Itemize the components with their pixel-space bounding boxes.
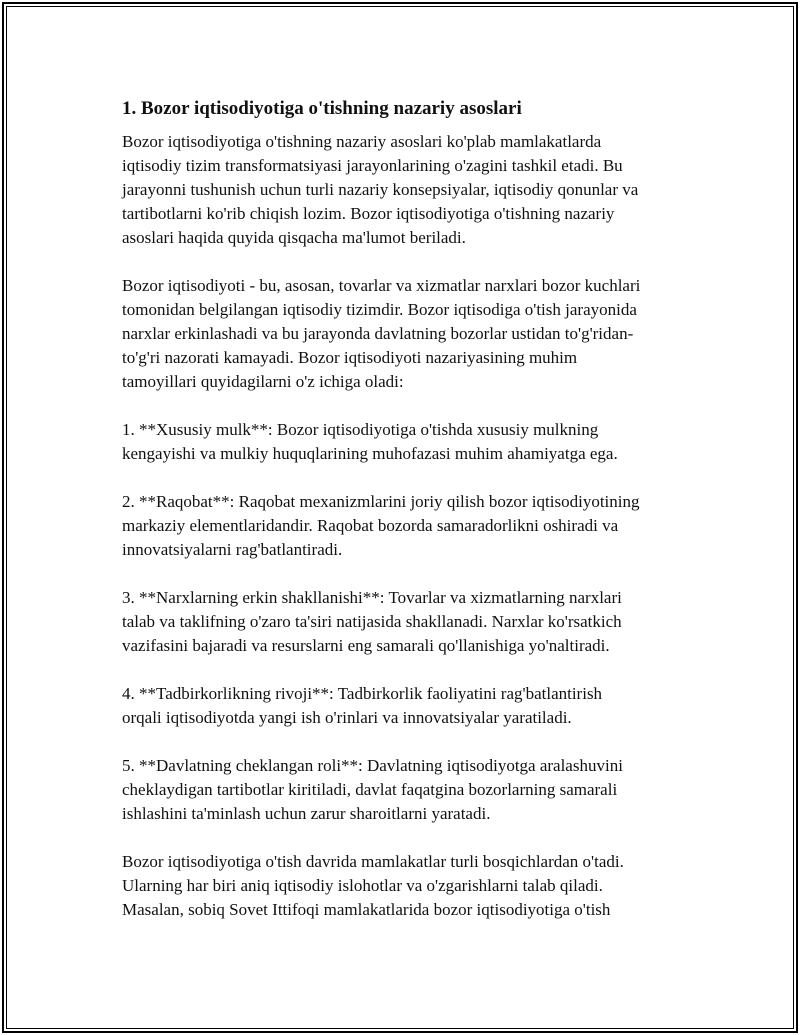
intro-paragraph: Bozor iqtisodiyotiga o'tishning nazariy asoslari ko'plab mamlakatlarda iqtisodiy tizim transformatsiyasi jarayonlarining o'zagini tashkil etadi. Bu jarayonni tushunish uchun turli nazariy konsepsiyalar, iqtisodiy qonunlar va tartibotlarni ko'rib chiqish lozim. Bozor iqtisodiyotiga o'tishning nazariy asoslari haqida quyida qisqacha ma'lumot beriladi. (122, 132, 639, 247)
section-title: 1. Bozor iqtisodiyotiga o'tishning nazariy asoslari (122, 98, 522, 119)
list-item-free-pricing: 3. **Narxlarning erkin shakllanishi**: Tovarlar va xizmatlarning narxlari talab va taklifning o'zaro ta'siri natijasida shakllanadi. Narxlar ko'rsatkich vazifasini bajaradi va resurslarni eng samarali qo'llanishiga yo'naltiradi. (122, 588, 622, 655)
list-item-competition: 2. **Raqobat**: Raqobat mexanizmlarini joriy qilish bozor iqtisodiyotining markaziy elementlaridandir. Raqobat bozorda samaradorlikni oshiradi va innovatsiyalarni rag'batlantiradi. (122, 492, 640, 559)
list-item-private-property: 1. **Xususiy mulk**: Bozor iqtisodiyotiga o'tishda xususiy mulkning kengayishi va mulkiy huquqlarining muhofazasi muhim ahamiyatga ega. (122, 420, 618, 463)
closing-paragraph: Bozor iqtisodiyotiga o'tish davrida mamlakatlar turli bosqichlardan o'tadi. Ularning har biri aniq iqtisodiy islohotlar va o'zgarishlarni talab qiladi. Masalan, sobiq Sovet Ittifoqi mamlakatlarida bozor iqtisodiyotiga o'tish (122, 852, 624, 919)
list-item-entrepreneurship: 4. **Tadbirkorlikning rivoji**: Tadbirkorlik faoliyatini rag'batlantirish orqali iqtisodiyotda yangi ish o'rinlari va innovatsiyalar yaratiladi. (122, 684, 603, 727)
page-frame (2, 2, 798, 1033)
list-item-limited-state-role: 5. **Davlatning cheklangan roli**: Davlatning iqtisodiyotga aralashuvini cheklaydigan tartibotlar kiritiladi, davlat faqatgina bozorlarning samarali ishlashini ta'minlash uchun zarur sharoitlarni yaratadi. (122, 756, 623, 823)
document-body (122, 96, 692, 946)
definition-paragraph: Bozor iqtisodiyoti - bu, asosan, tovarlar va xizmatlar narxlari bozor kuchlari tomonidan belgilangan iqtisodiy tizimdir. Bozor iqtisodiga o'tish jarayonida narxlar erkinlashadi va bu jarayonda davlatning bozorlar ustidan to'g'ridan- to'g'ri nazorati kamayadi. Bozor iqtisodiyoti nazariyasining muhim tamoyillari quyidagilarni o'z ichiga oladi: (122, 276, 641, 391)
